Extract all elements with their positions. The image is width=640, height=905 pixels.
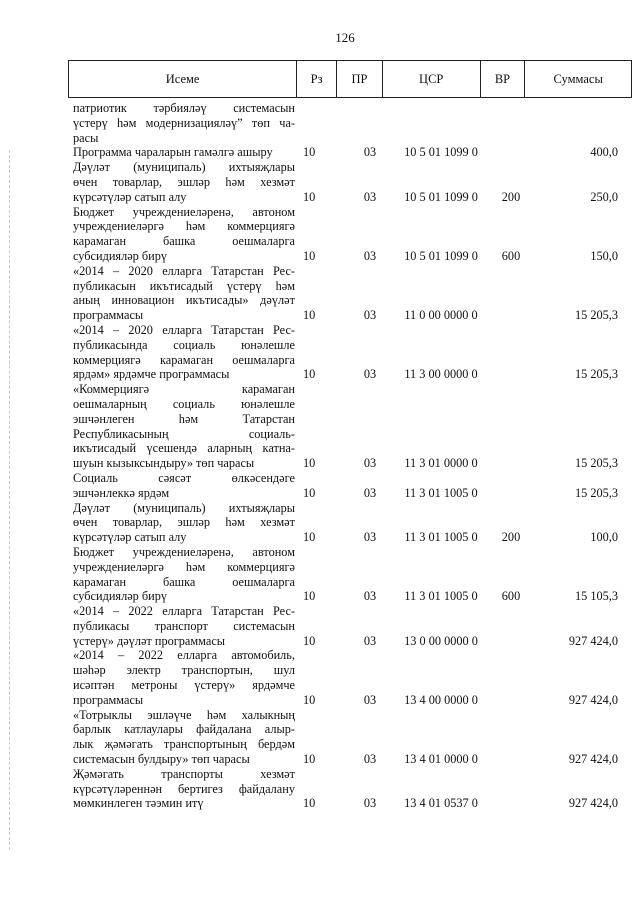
- table-row: [73, 767, 618, 811]
- row-name-line: Социаль сәясәт өлкәсендәге: [73, 470, 295, 485]
- row-rz: 10: [303, 145, 316, 160]
- row-name-line: өчен товарлар, эшләр һәм хезмәт: [73, 515, 295, 530]
- row-name-line: мөмкинлеген тәэмин итү: [73, 796, 204, 811]
- row-csr: 10 5 01 1099 0: [404, 248, 478, 263]
- row-csr: 11 3 01 1005 0: [404, 485, 478, 500]
- row-pr: 03: [363, 530, 377, 545]
- row-csr: 10 5 01 1099 0: [404, 189, 478, 204]
- row-pr: 03: [363, 145, 377, 160]
- row-vr: 200: [501, 530, 521, 545]
- table-row: [73, 545, 618, 604]
- row-sum: 15 205,3: [574, 308, 618, 323]
- row-name: [73, 145, 295, 160]
- row-name-line: Бюджет учреждениеләренә, автоном: [73, 544, 295, 559]
- row-name-line: «Тотрыклы эшләүче һәм халыкның: [73, 707, 295, 722]
- row-rz: 10: [303, 530, 316, 545]
- row-pr: 03: [363, 308, 377, 323]
- row-sum: 927 424,0: [568, 692, 618, 707]
- row-pr: 03: [363, 485, 377, 500]
- row-rz: 10: [303, 796, 316, 811]
- row-name-line: программасы: [73, 308, 144, 323]
- row-name: [73, 545, 295, 604]
- row-sum: 15 205,3: [574, 456, 618, 471]
- row-name: [73, 264, 295, 323]
- row-name-line: икътисадый үсешендә аларның катна-: [73, 441, 295, 456]
- row-name-line: «Коммерциягә карамаган: [73, 382, 295, 397]
- row-name: [73, 501, 295, 545]
- row-name-line: публикасы транспорт системасын: [73, 618, 295, 633]
- header-sum: Суммасы: [553, 71, 603, 86]
- header-csr: ЦСР: [383, 61, 481, 97]
- row-csr: 13 4 01 0000 0: [404, 752, 478, 767]
- row-rz: 10: [303, 485, 316, 500]
- row-name-line: учреждениеләргә һәм коммерциягә: [73, 219, 295, 234]
- row-name: [73, 160, 295, 204]
- row-name-line: «2014 – 2022 елларга автомобиль,: [73, 648, 295, 663]
- row-name: [73, 471, 295, 501]
- row-csr: 11 3 00 0000 0: [404, 367, 478, 382]
- row-name-line: лык җәмәгать транспортының бердәм: [73, 737, 295, 752]
- header-vr: ВР: [481, 61, 526, 97]
- row-sum: 15 105,3: [574, 589, 618, 604]
- row-csr: 13 4 01 0537 0: [404, 796, 478, 811]
- row-name-line: субсидияләр бирү: [73, 248, 168, 263]
- row-sum: 400,0: [590, 145, 618, 160]
- margin-rule: [9, 150, 11, 850]
- row-name-line: «2014 – 2020 елларга Татарстан Рес-: [73, 322, 295, 337]
- table-row: [73, 604, 618, 648]
- row-pr: 03: [363, 248, 377, 263]
- row-name: [73, 101, 295, 145]
- table-row: [73, 471, 618, 501]
- row-pr: 03: [363, 633, 377, 648]
- table-row: [73, 205, 618, 264]
- row-pr: 03: [363, 692, 377, 707]
- row-name-line: коммерциягә карамаган оешмаларга: [73, 352, 295, 367]
- row-name-line: публикасында социаль юнәлешле: [73, 337, 295, 352]
- row-rz: 10: [303, 752, 316, 767]
- table-row: [73, 145, 618, 160]
- row-csr: 11 3 01 1005 0: [404, 530, 478, 545]
- row-name-line: карамаган башка оешмаларга: [73, 574, 295, 589]
- table-row: [73, 160, 618, 204]
- row-name-line: «2014 – 2020 елларга Татарстан Рес-: [73, 263, 295, 278]
- row-rz: 10: [303, 367, 316, 382]
- row-rz: 10: [303, 189, 316, 204]
- row-csr: 13 4 00 0000 0: [404, 692, 478, 707]
- row-csr: 10 5 01 1099 0: [404, 145, 478, 160]
- row-name-line: Дәүләт (муниципаль) ихтыяҗлары: [73, 160, 295, 175]
- row-rz: 10: [303, 308, 316, 323]
- row-rz: 10: [303, 633, 316, 648]
- row-name-line: Җәмәгать транспорты хезмәт: [73, 766, 295, 781]
- row-name-line: барлык катлаулары файдалана алыр-: [73, 722, 295, 737]
- row-pr: 03: [363, 796, 377, 811]
- row-rz: 10: [303, 589, 316, 604]
- row-name-line: үстерү» дәүләт программасы: [73, 633, 226, 648]
- row-csr: 13 0 00 0000 0: [404, 633, 478, 648]
- table-row: [73, 501, 618, 545]
- row-name-line: субсидияләр бирү: [73, 589, 168, 604]
- row-rz: 10: [303, 248, 316, 263]
- row-csr: 11 0 00 0000 0: [404, 308, 478, 323]
- table-header: [68, 60, 632, 98]
- table-row: [73, 708, 618, 767]
- row-pr: 03: [363, 589, 377, 604]
- row-sum: 15 205,3: [574, 485, 618, 500]
- row-sum: 15 205,3: [574, 367, 618, 382]
- row-name-line: оешмаларның социаль юнәлешле: [73, 396, 295, 411]
- row-vr: 600: [501, 248, 521, 263]
- row-name-line: аның инновацион икътисады» дәүләт: [73, 293, 295, 308]
- row-vr: 200: [501, 189, 521, 204]
- row-name-line: шуын кызыксындыру» төп чарасы: [73, 456, 255, 471]
- row-csr: 11 3 01 0000 0: [404, 456, 478, 471]
- table-row: [73, 323, 618, 382]
- row-name-line: шәһәр электр транспортын, шул: [73, 663, 295, 678]
- row-csr: 11 3 01 1005 0: [404, 589, 478, 604]
- row-name-line: күрсәтүләр сатып алу: [73, 189, 187, 204]
- row-name-line: учреждениеләргә һәм коммерциягә: [73, 559, 295, 574]
- row-rz: 10: [303, 692, 316, 707]
- header-pr: ПР: [337, 61, 383, 97]
- row-sum: 250,0: [590, 189, 618, 204]
- row-name: [73, 382, 295, 471]
- row-name-line: Дәүләт (муниципаль) ихтыяҗлары: [73, 500, 295, 515]
- row-pr: 03: [363, 189, 377, 204]
- table-row: [73, 264, 618, 323]
- row-name-line: расы: [73, 130, 99, 145]
- row-sum: 927 424,0: [568, 752, 618, 767]
- table-row: [73, 382, 618, 471]
- row-vr: 600: [501, 589, 521, 604]
- row-name-line: эшчәнлеккә ярдәм: [73, 485, 170, 500]
- row-sum: 100,0: [590, 530, 618, 545]
- row-name-line: публикасын икътисадый үстерү һәм: [73, 278, 295, 293]
- row-name-line: күрсәтүләр сатып алу: [73, 530, 187, 545]
- row-sum: 927 424,0: [568, 633, 618, 648]
- row-rz: 10: [303, 456, 316, 471]
- header-rz: Рз: [297, 61, 337, 97]
- table-row: [73, 648, 618, 707]
- row-name-line: ярдәм» ярдәмче программасы: [73, 367, 230, 382]
- row-name-line: программасы: [73, 692, 144, 707]
- row-name: [73, 767, 295, 811]
- row-name-line: күрсәтүләреннән бертигез файдалану: [73, 781, 295, 796]
- row-name-line: Республикасының социаль-: [73, 426, 295, 441]
- row-name-line: Бюджет учреждениеләренә, автоном: [73, 204, 295, 219]
- row-sum: 927 424,0: [568, 796, 618, 811]
- row-name-line: исәптән метроны үстерү» ярдәмче: [73, 678, 295, 693]
- header-name: Исеме: [69, 61, 297, 97]
- row-name: [73, 708, 295, 767]
- page-number: 126: [335, 30, 355, 45]
- table-body: [73, 101, 618, 811]
- row-name-line: системасын булдыру» төп чарасы: [73, 752, 250, 767]
- row-name-line: карамаган башка оешмаларга: [73, 234, 295, 249]
- row-pr: 03: [363, 456, 377, 471]
- row-name: [73, 648, 295, 707]
- row-pr: 03: [363, 752, 377, 767]
- row-sum: 150,0: [590, 248, 618, 263]
- row-pr: 03: [363, 367, 377, 382]
- row-name-line: эшчәнлеген һәм Татарстан: [73, 411, 295, 426]
- row-name: [73, 205, 295, 264]
- row-name-line: «2014 – 2022 елларга Татарстан Рес-: [73, 604, 295, 619]
- row-name-line: патриотик тәрбияләү системасын: [73, 101, 295, 115]
- row-name: [73, 323, 295, 382]
- row-name-line: үстерү һәм модернизацияләү” төп ча-: [73, 115, 295, 130]
- row-name-line: Программа чараларын гамәлгә ашыру: [73, 145, 273, 160]
- row-name: [73, 604, 295, 648]
- table-row: [73, 101, 618, 145]
- row-name-line: өчен товарлар, эшләр һәм хезмәт: [73, 174, 295, 189]
